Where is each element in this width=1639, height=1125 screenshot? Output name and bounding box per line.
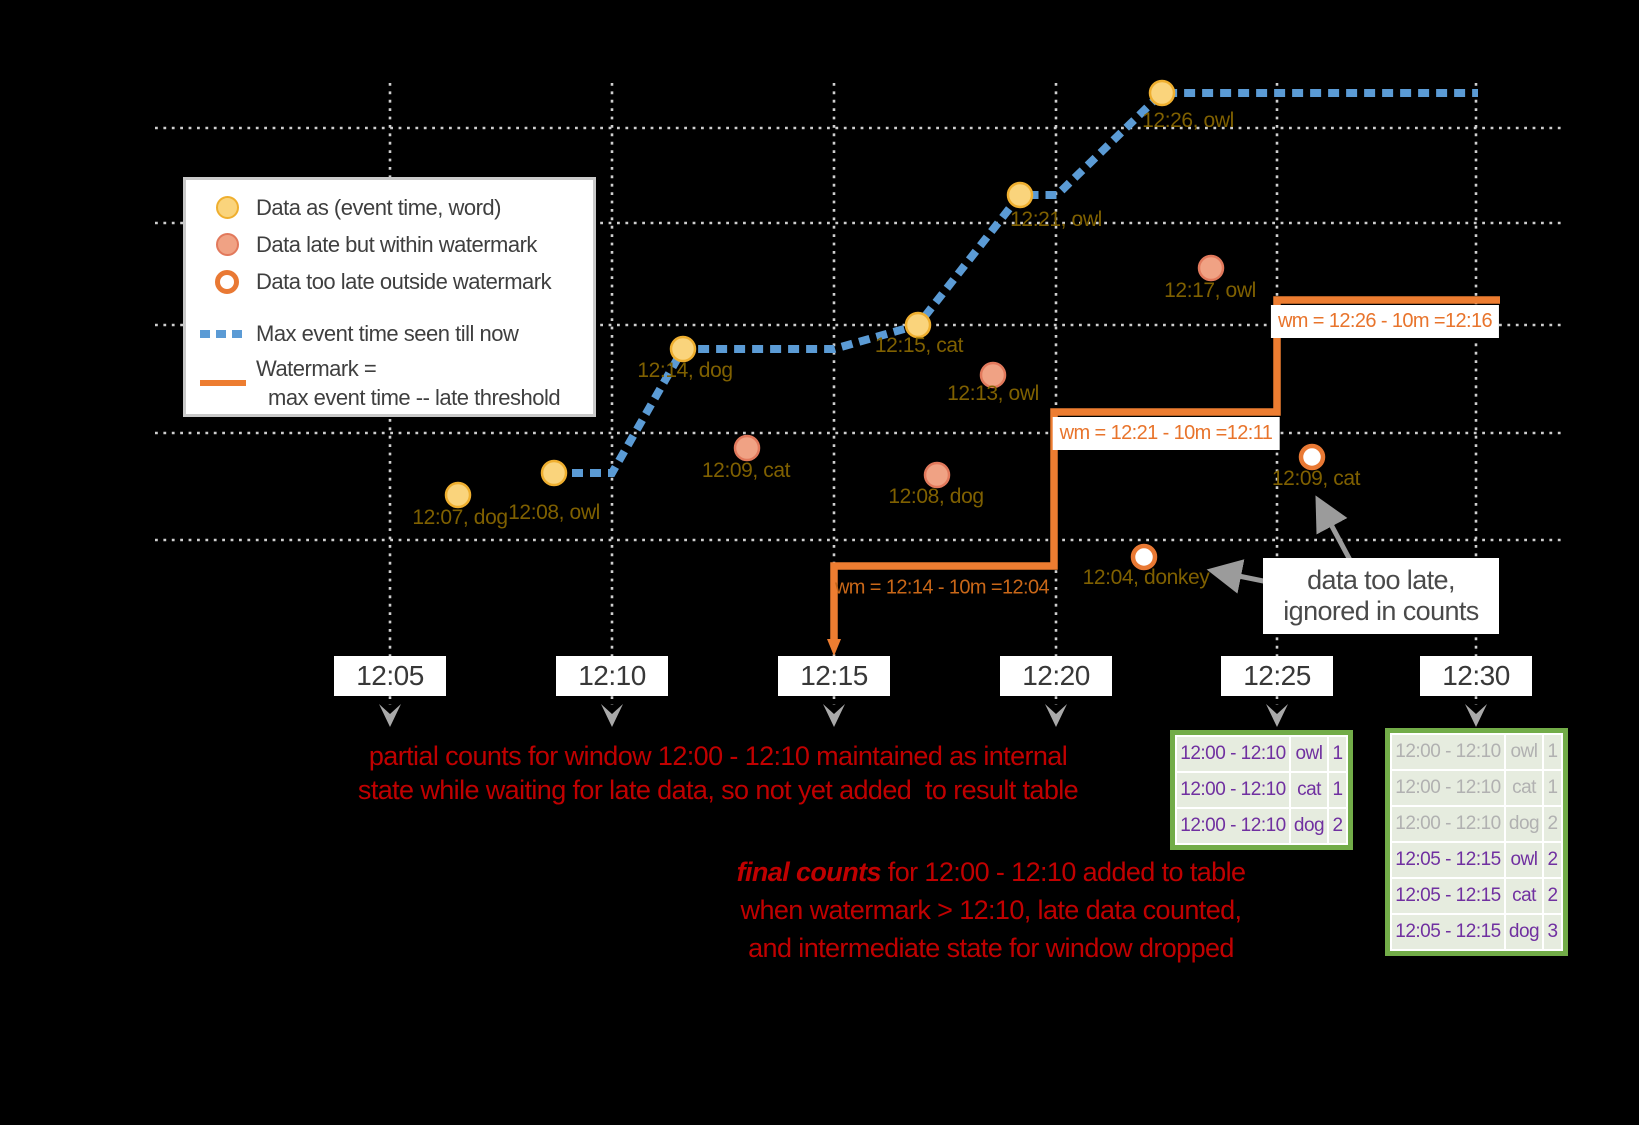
data-point-ontime xyxy=(671,337,695,361)
annotation-final-line2: when watermark > 12:10, late data counted, xyxy=(740,895,1242,925)
table-count-cell: 2 xyxy=(1329,809,1346,843)
axis-tick-12-15: 12:15 xyxy=(778,656,890,696)
watermark-value-label: wm = 12:14 - 10m =12:04 xyxy=(834,576,1050,599)
table-word-cell: owl xyxy=(1291,737,1327,771)
table-window-cell: 12:05 - 12:15 xyxy=(1392,879,1504,913)
axis-tick-12-10: 12:10 xyxy=(556,656,668,696)
too-late-note-line2: ignored in counts xyxy=(1283,596,1479,626)
table-word-cell: dog xyxy=(1506,807,1542,841)
watermark-value-label: wm = 12:26 - 10m =12:16 xyxy=(1271,305,1499,338)
legend-swatch xyxy=(212,270,242,294)
axis-tick-12-20: 12:20 xyxy=(1000,656,1112,696)
line-orange-icon xyxy=(200,380,246,386)
tick-arrowhead xyxy=(823,704,845,727)
table-word-cell: owl xyxy=(1506,843,1542,877)
table-count-cell: 2 xyxy=(1544,879,1561,913)
dot-yellow-icon xyxy=(216,196,239,219)
table-count-cell: 2 xyxy=(1544,807,1561,841)
data-point-ontime xyxy=(446,483,470,507)
legend-item-4 xyxy=(212,354,593,412)
table-count-cell: 1 xyxy=(1544,735,1561,769)
legend-label: Max event time seen till now xyxy=(256,320,519,346)
data-point-late xyxy=(925,463,949,487)
data-point-label: 12:17, owl xyxy=(1164,279,1256,302)
table-count-cell: 3 xyxy=(1544,915,1561,949)
tick-arrowhead xyxy=(1266,704,1288,727)
legend-swatch xyxy=(212,233,242,256)
ring-orange-icon xyxy=(215,270,239,294)
legend xyxy=(183,177,596,417)
table-count-cell: 2 xyxy=(1544,843,1561,877)
table-window-cell: 12:00 - 12:10 xyxy=(1177,737,1289,771)
annotation-partial-line2: state while waiting for late data, so not yet added to result table xyxy=(357,775,1079,805)
legend-label-line1: Watermark = xyxy=(256,356,377,381)
annotation-final-line3: and intermediate state for window dropped xyxy=(748,933,1234,963)
table-word-cell: cat xyxy=(1291,773,1327,807)
axis-tick-12-25: 12:25 xyxy=(1221,656,1333,696)
data-point-late xyxy=(1199,256,1223,280)
table-word-cell: cat xyxy=(1506,771,1542,805)
annotation-final-line1 xyxy=(737,853,1246,891)
dash-blue-icon xyxy=(200,330,246,338)
legend-swatch xyxy=(212,380,242,386)
result-table-12-30 xyxy=(1385,728,1568,956)
tick-arrowhead xyxy=(1465,704,1487,727)
axis-tick-12-30: 12:30 xyxy=(1420,656,1532,696)
data-point-label: 12:15, cat xyxy=(874,334,964,357)
axis-tick-12-05: 12:05 xyxy=(334,656,446,696)
data-point-label: 12:14, dog xyxy=(637,359,733,382)
legend-item-3 xyxy=(212,315,593,352)
tick-arrowhead xyxy=(379,704,401,727)
legend-label xyxy=(256,354,560,412)
watermark-value-label: wm = 12:21 - 10m =12:11 xyxy=(1053,417,1280,450)
table-word-cell: dog xyxy=(1506,915,1542,949)
legend-item-0 xyxy=(212,189,593,226)
tick-arrowhead xyxy=(1045,704,1067,727)
table-count-cell: 1 xyxy=(1544,771,1561,805)
watermark-line-tip xyxy=(827,639,841,656)
data-point-ontime xyxy=(1008,183,1032,207)
data-point-label: 12:08, owl xyxy=(508,501,600,524)
data-point-ontime xyxy=(1150,81,1174,105)
annotation-final-line1-rest: for 12:00 - 12:10 added to table xyxy=(880,857,1246,887)
table-window-cell: 12:00 - 12:10 xyxy=(1177,809,1289,843)
result-table-12-25 xyxy=(1170,730,1353,850)
table-window-cell: 12:00 - 12:10 xyxy=(1392,735,1504,769)
legend-swatch xyxy=(212,330,242,338)
table-word-cell: dog xyxy=(1291,809,1327,843)
too-late-note xyxy=(1263,558,1499,634)
data-point-label: 12:09, cat xyxy=(701,459,791,482)
annotation-final-emphasis: final counts xyxy=(736,857,881,887)
tick-arrowhead xyxy=(601,704,623,727)
dot-salmon-icon xyxy=(216,233,239,256)
legend-label: Data late but within watermark xyxy=(256,231,537,257)
data-point-ontime xyxy=(542,461,566,485)
data-point-label: 12:21, owl xyxy=(1010,208,1102,231)
legend-label-line2: max event time -- late threshold xyxy=(268,385,561,410)
legend-item-1 xyxy=(212,226,593,263)
data-point-toolate xyxy=(1133,546,1155,568)
table-window-cell: 12:00 - 12:10 xyxy=(1177,773,1289,807)
table-window-cell: 12:00 - 12:10 xyxy=(1392,771,1504,805)
too-late-note-line1: data too late, xyxy=(1307,565,1455,595)
data-point-label: 12:09, cat xyxy=(1271,467,1361,490)
table-window-cell: 12:05 - 12:15 xyxy=(1392,843,1504,877)
data-point-label: 12:08, dog xyxy=(888,485,984,508)
legend-swatch xyxy=(212,196,242,219)
data-point-label: 12:13, owl xyxy=(947,382,1039,405)
annotation-partial-line1: partial counts for window 12:00 - 12:10 maintained as internal xyxy=(368,741,1068,771)
max-event-time-line xyxy=(554,93,1478,473)
table-word-cell: cat xyxy=(1506,879,1542,913)
data-point-late xyxy=(735,436,759,460)
table-count-cell: 1 xyxy=(1329,773,1346,807)
data-point-label: 12:04, donkey xyxy=(1082,566,1210,589)
data-point-label: 12:07, dog xyxy=(412,506,508,529)
legend-label: Data as (event time, word) xyxy=(256,194,501,220)
annotation-final-counts xyxy=(737,853,1246,967)
legend-item-2 xyxy=(212,263,593,300)
data-point-label: 12:26, owl xyxy=(1142,109,1234,132)
table-window-cell: 12:05 - 12:15 xyxy=(1392,915,1504,949)
legend-label: Data too late outside watermark xyxy=(256,268,552,294)
table-count-cell: 1 xyxy=(1329,737,1346,771)
data-point-toolate xyxy=(1301,446,1323,468)
too-late-arrow xyxy=(1319,502,1350,560)
annotation-partial-counts xyxy=(358,739,1078,807)
table-word-cell: owl xyxy=(1506,735,1542,769)
table-window-cell: 12:00 - 12:10 xyxy=(1392,807,1504,841)
